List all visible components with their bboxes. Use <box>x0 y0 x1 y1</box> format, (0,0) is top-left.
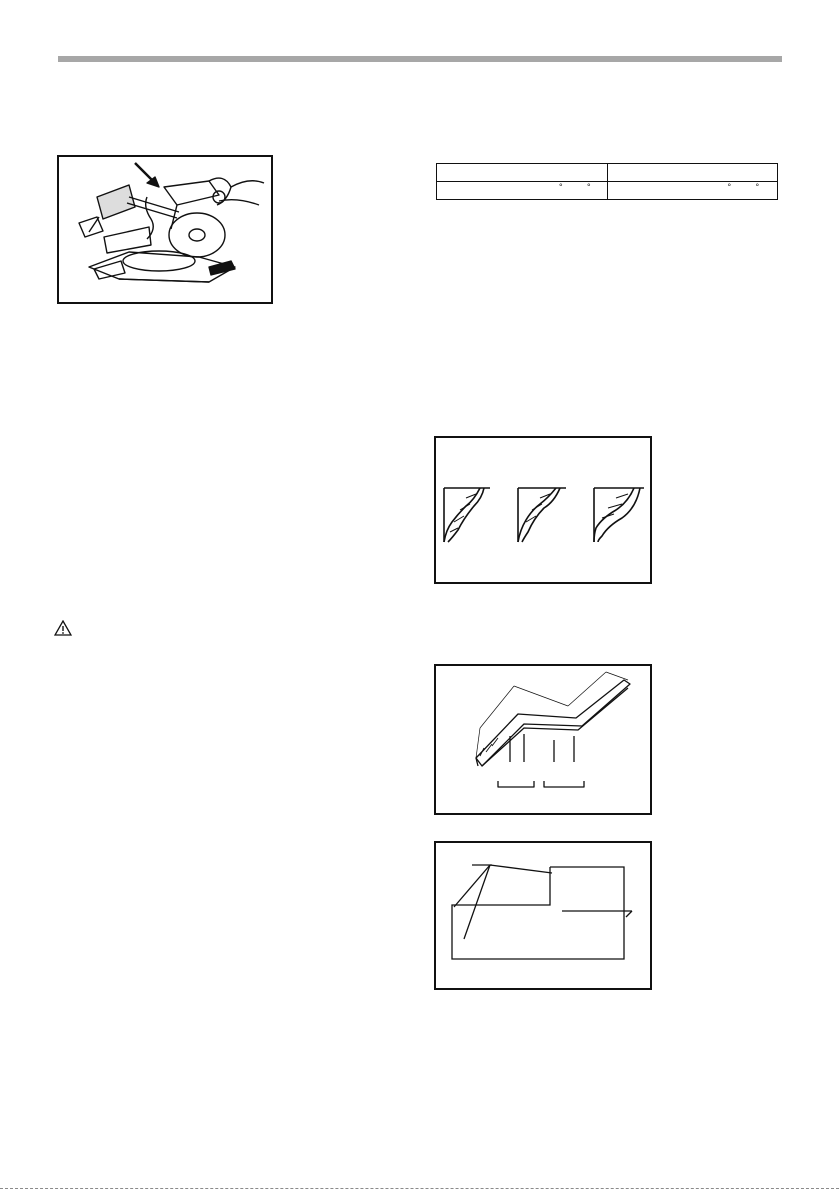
angle-table-cell <box>607 164 778 182</box>
degree-marks: ° <box>587 182 591 192</box>
corner-plan-diagram-icon <box>436 843 650 988</box>
header-rule <box>58 56 782 62</box>
angle-table-cell <box>437 182 608 200</box>
angle-table-row <box>437 182 778 200</box>
angle-table-cell <box>437 164 608 182</box>
angle-table-header-row <box>437 164 778 182</box>
degree-marks: ° <box>755 182 760 192</box>
caution-triangle-icon <box>54 620 72 636</box>
crown-moulding-profiles-icon <box>436 438 650 582</box>
degree-marks: ° <box>727 182 732 192</box>
degree-marks: ° <box>559 182 563 192</box>
saw-figure <box>57 155 273 304</box>
moulding-profiles-figure <box>434 436 652 584</box>
corner-moulding-figure <box>434 664 652 815</box>
corner-plan-figure <box>434 841 652 990</box>
miter-saw-illustration-icon <box>59 157 271 302</box>
angle-table <box>436 163 778 200</box>
page-cut-line <box>0 1188 839 1189</box>
angle-table-cell <box>607 182 778 200</box>
corner-moulding-icon <box>436 666 650 813</box>
